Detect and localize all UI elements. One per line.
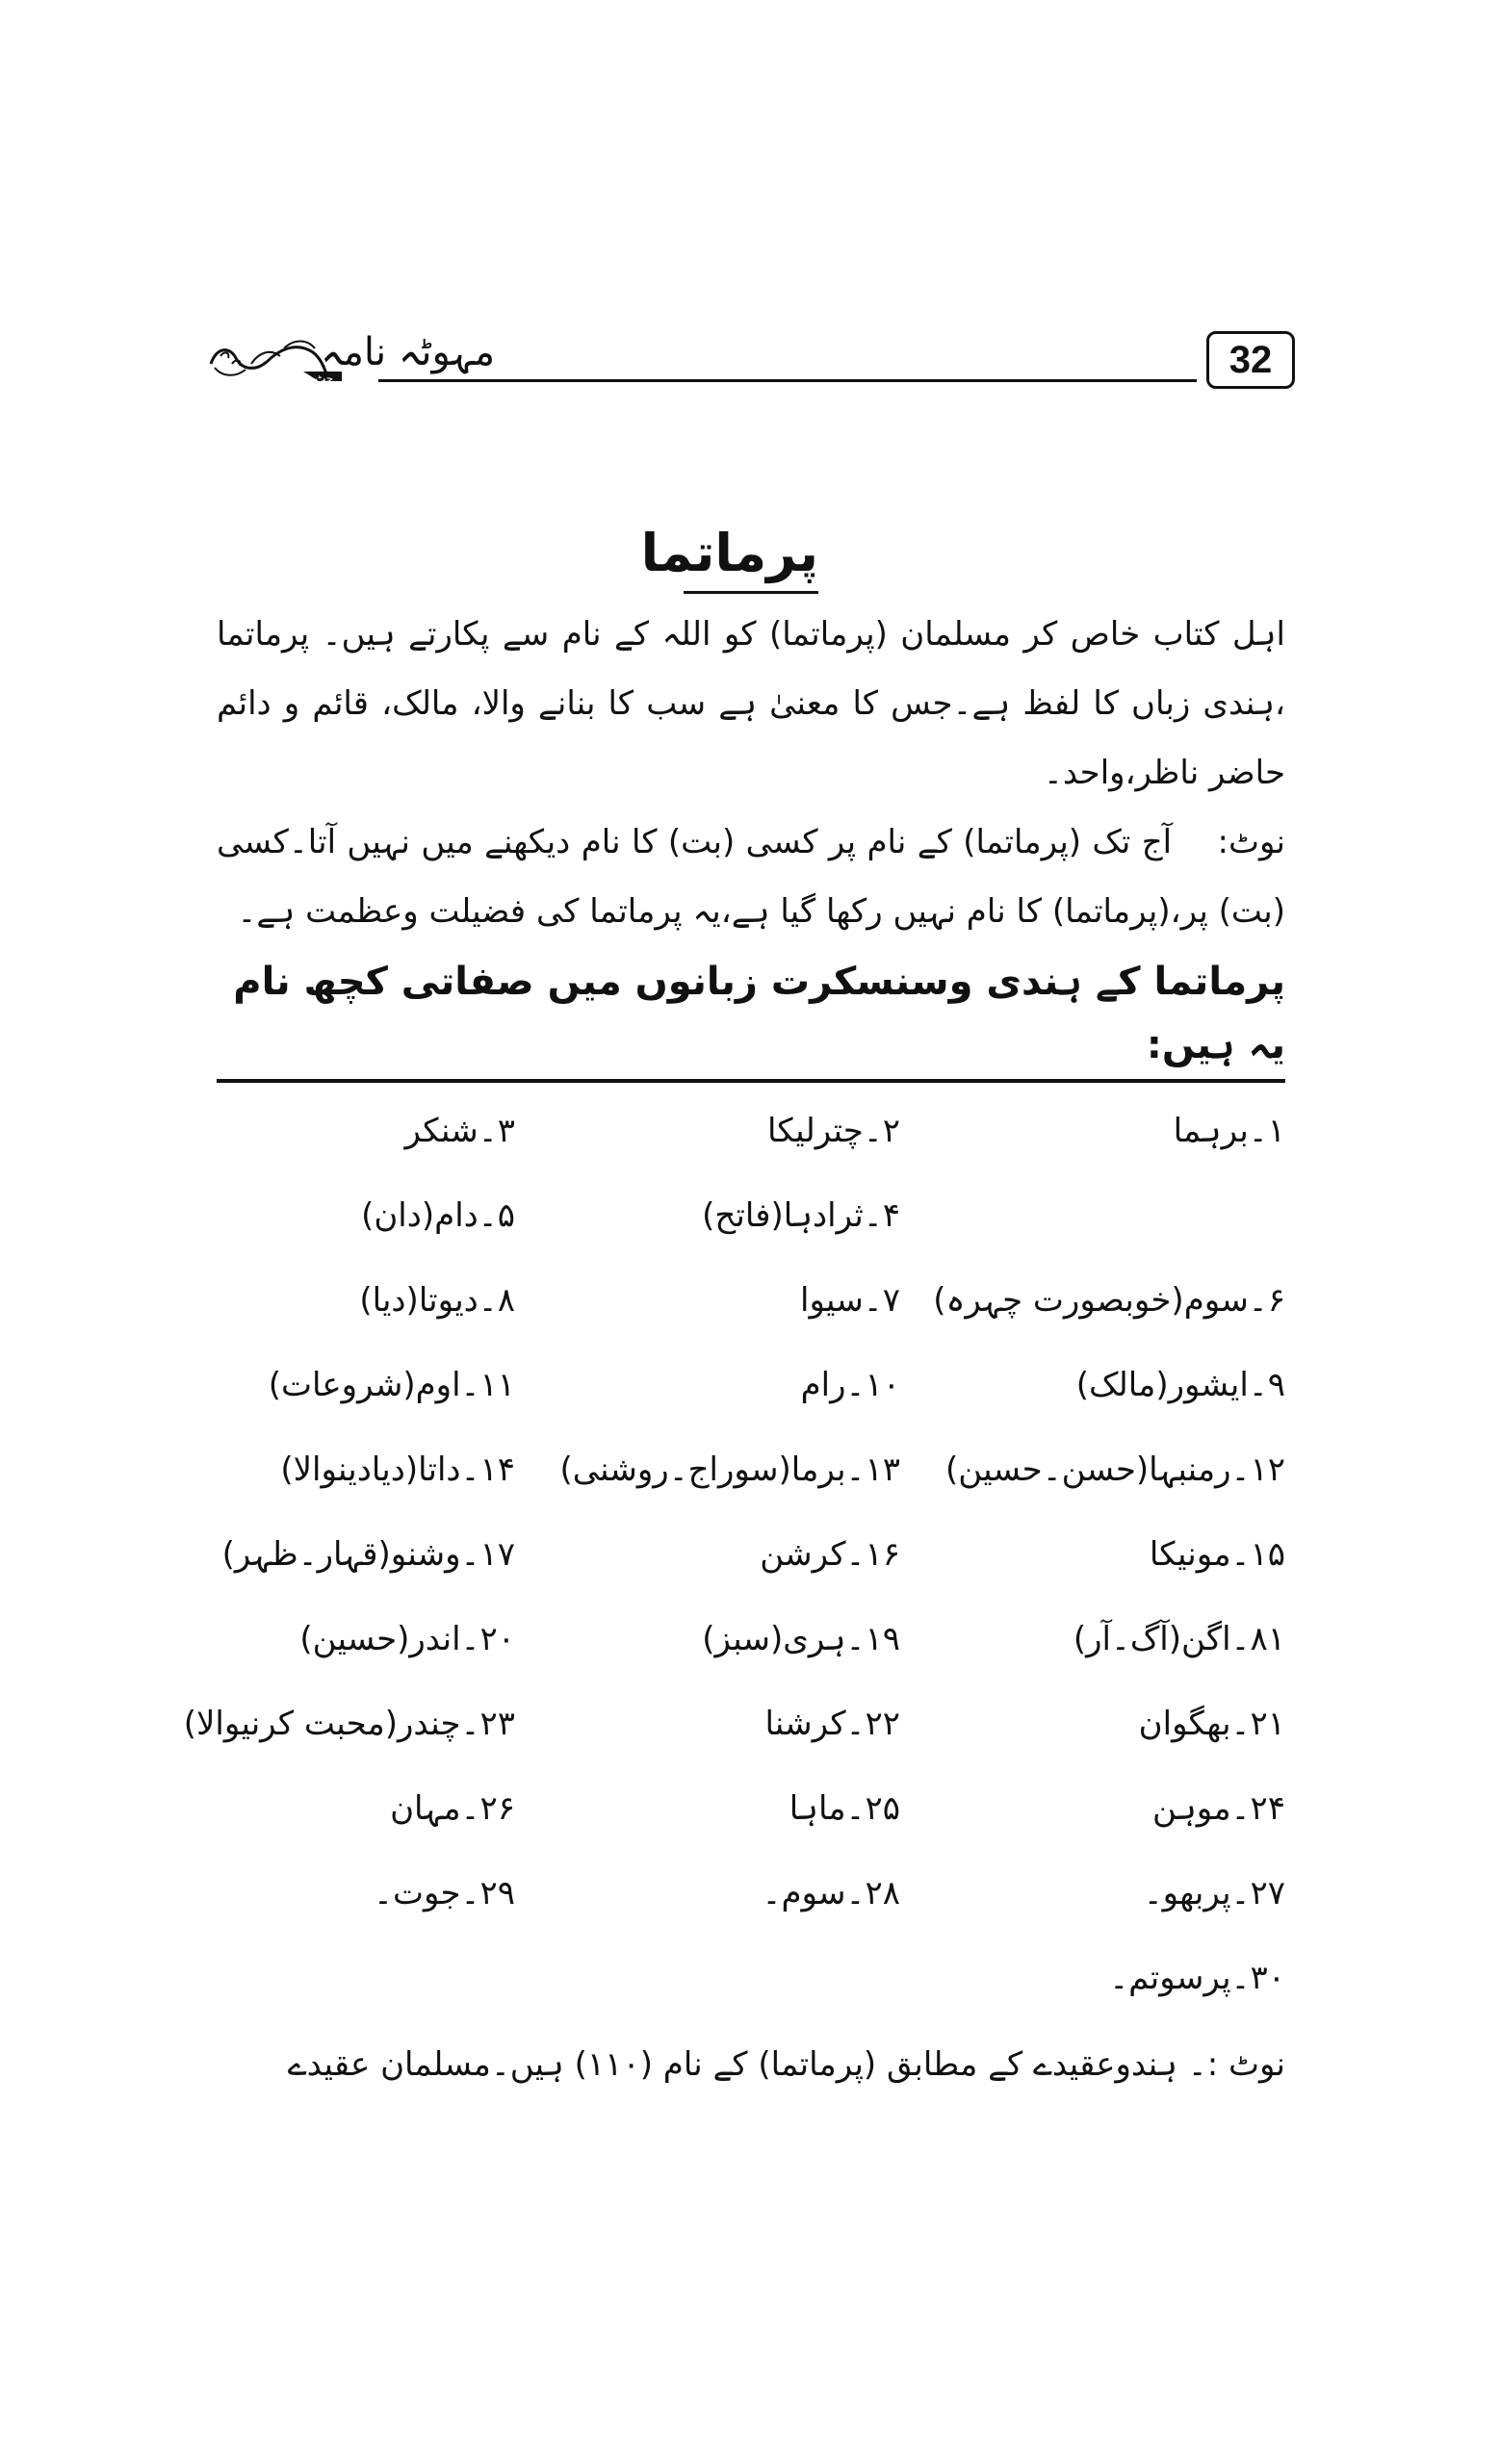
name-item: ۸۱۔اگن(آگ۔آر) (1073, 1620, 1285, 1658)
name-item: ۲۸۔سوم۔ (762, 1874, 900, 1912)
note-paragraph (217, 808, 1285, 946)
name-item: ۸۔دیوتا(دیا) (359, 1281, 515, 1320)
intro-paragraph: اہل کتاب خاص کر مسلمان (پرماتما) کو اللہ کے نام سے پکارتے ہیں۔ پرماتما ،ہندی زباں کا لفظ ہے۔جس کا معنیٰ ہے سب کا بنانے والا، مالک، قائم و دائم حاضر ناظر،واحد۔ (217, 615, 1285, 792)
name-item: ۲۰۔اندر(حسین) (299, 1620, 515, 1658)
name-item: ۱۶۔کرشن (760, 1535, 900, 1574)
book-subtitle: جٹ (315, 372, 334, 385)
name-item: ۹۔ایشور(مالک) (1075, 1366, 1285, 1404)
name-item: ۲۳۔چندر(محبت کرنیوالا) (183, 1705, 515, 1743)
name-item: ۱۱۔اوم(شروعات) (268, 1366, 515, 1404)
name-item: ۱۷۔وشنو(قہار۔ظہر) (221, 1535, 515, 1574)
name-item: ۱۔برہما (1173, 1112, 1285, 1150)
name-item: ۵۔دام(دان) (361, 1196, 515, 1235)
name-item: ۱۲۔رمنبہا(حسن۔حسین) (944, 1450, 1285, 1489)
note-label: نوٹ: (1217, 823, 1285, 861)
name-item: ۱۴۔داتا(دیادینوالا) (280, 1450, 515, 1489)
page-content (183, 520, 1285, 2099)
section-title: پرماتما (684, 520, 818, 594)
name-item: ۴۔ثرادہا(فاتح) (702, 1196, 900, 1235)
note-text: آج تک (پرماتما) کے نام پر کسی (بت) کا نام دیکھنے میں نہیں آتا۔کسی (بت) پر،(پرماتما) کا نام نہیں رکھا گیا ہے،یہ پرماتما کی فضیلت وعظمت ہے۔ (217, 823, 1285, 931)
name-item: ۲۲۔کرشنا (764, 1705, 900, 1743)
name-item: ۲۶۔مہان (390, 1789, 515, 1828)
closing-note: نوٹ :۔ ہندوعقیدے کے مطابق (پرماتما) کے نام (۱۱۰) ہیں۔مسلمان عقیدے (287, 2045, 1285, 2084)
name-item: ۲۱۔بھگوان (1138, 1705, 1285, 1743)
name-item: ۲۔چترلیکا (767, 1112, 900, 1150)
name-item: ۱۳۔برما(سوراج۔روشنی) (559, 1450, 900, 1489)
page-header (207, 327, 1295, 397)
name-item (515, 1936, 900, 2020)
name-item: ۲۷۔پربھو۔ (1143, 1874, 1285, 1912)
name-item: ۲۵۔ماہا (789, 1789, 900, 1828)
name-item (900, 1173, 1285, 1258)
name-item: ۶۔سوم(خوبصورت چہرہ) (933, 1281, 1285, 1320)
name-item: ۲۴۔موہن (1151, 1789, 1285, 1828)
name-item: ۳۔شنکر (404, 1112, 515, 1150)
name-item: ۱۹۔ہری(سبز) (702, 1620, 900, 1658)
running-book-title: مہوٹہ نامہ (321, 330, 495, 374)
names-subheading: پرماتما کے ہندی وسنسکرت زبانوں میں صفاتی کچھ نام یہ ہیں: (217, 950, 1285, 1083)
name-item: ۲۹۔جوت۔ (374, 1874, 515, 1912)
name-item: ۷۔سیوا (800, 1281, 900, 1320)
name-item: ۱۵۔مونیکا (1149, 1535, 1285, 1574)
page-number: 32 (1206, 331, 1295, 389)
name-item: ۱۰۔رام (800, 1366, 900, 1404)
names-list (183, 1089, 1285, 2020)
header-rule (378, 379, 1197, 382)
name-item (217, 1936, 515, 2020)
name-item: ۳۰۔پرسوتم۔ (1109, 1959, 1285, 1997)
